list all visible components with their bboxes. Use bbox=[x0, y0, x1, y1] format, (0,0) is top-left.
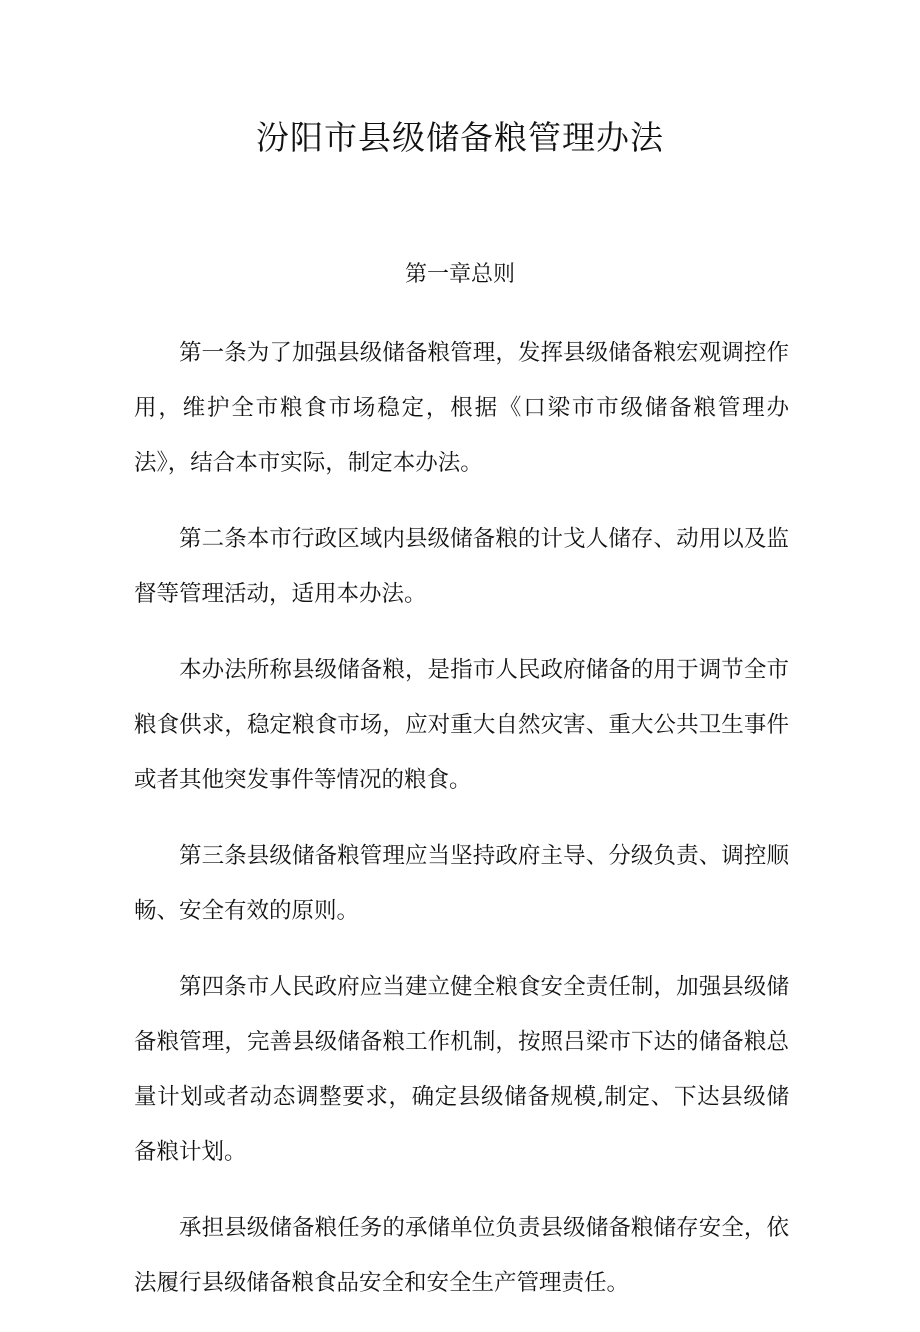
document-title: 汾阳市县级储备粮管理办法 bbox=[256, 118, 664, 157]
article-3-paragraph: 第三条县级储备粮管理应当坚持政府主导、分级负责、调控顺畅、安全有效的原则。 bbox=[134, 843, 789, 924]
article-1-paragraph: 第一条为了加强县级储备粮管理，发挥县级储备粮宏观调控作用，维护全市粮食市场稳定，根据《口梁市市级储备粮管理办法》，结合本市实际，制定本办法。 bbox=[134, 340, 789, 476]
chapter-heading: 第一章总则 bbox=[404, 262, 515, 287]
article-4-storage-paragraph: 承担县级储备粮任务的承储单位负责县级储备粮储存安全，依法履行县级储备粮食品安全和安全生产管理责任。 bbox=[134, 1215, 789, 1296]
document-body bbox=[134, 326, 789, 1332]
article-4-paragraph: 第四条市人民政府应当建立健全粮食安全责任制，加强县级储备粮管理，完善县级储备粮工作机制，按照吕梁市下达的储备粮总量计划或者动态调整要求，确定县级储备规模,制定、下达县级储备粮计划。 bbox=[134, 974, 789, 1165]
article-2-definition-paragraph: 本办法所称县级储备粮，是指市人民政府储备的用于调节全市粮食供求，稳定粮食市场，应对重大自然灾害、重大公共卫生事件或者其他突发事件等情况的粮食。 bbox=[134, 657, 789, 793]
article-2-paragraph: 第二条本市行政区域内县级储备粮的计戈人储存、动用以及监督等管理活动，适用本办法。 bbox=[134, 526, 789, 607]
